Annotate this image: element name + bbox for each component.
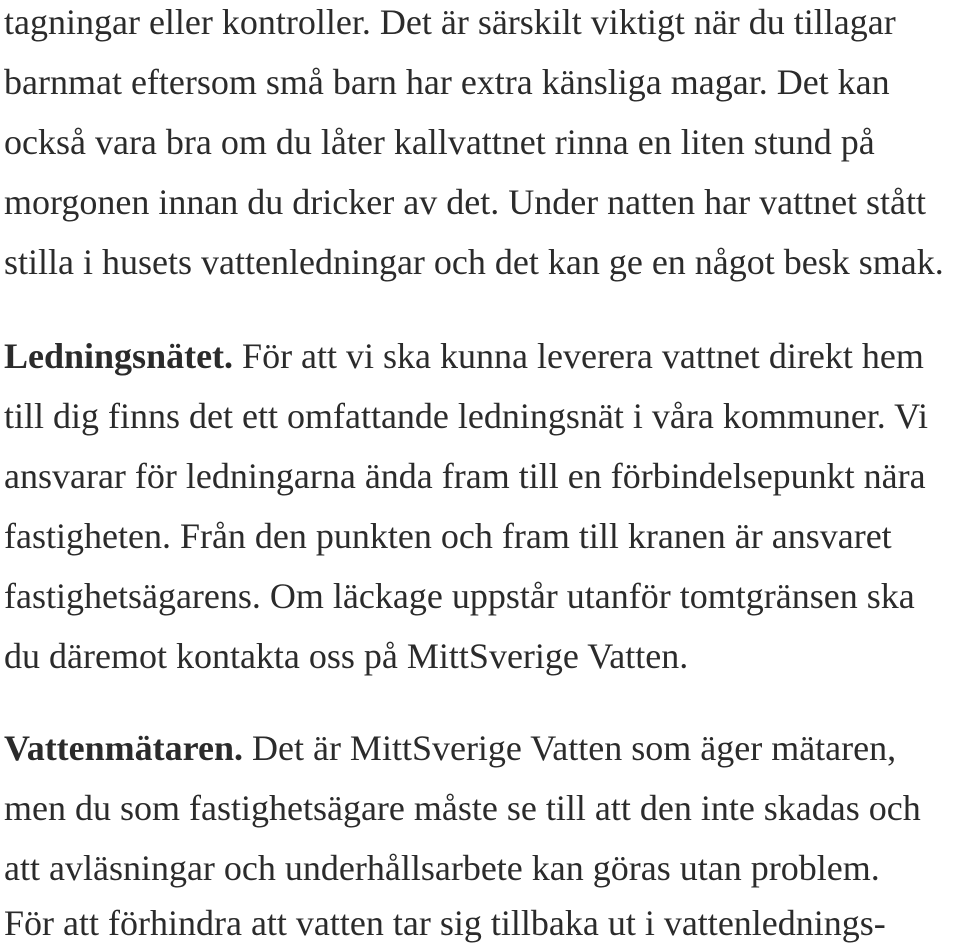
section-heading: Ledningsnätet. [4, 336, 234, 376]
text-line: tagningar eller kontroller. Det är särskilt viktigt när du tillagar [4, 2, 896, 42]
section-heading: Vattenmätaren. [4, 728, 243, 768]
text-line: också vara bra om du låter kallvattnet rinna en liten stund på [4, 122, 875, 162]
text-line: fastighetsägarens. Om läckage uppstår utanför tomtgränsen ska [4, 576, 915, 616]
text-line: till dig finns det ett omfattande ledningsnät i våra kommuner. Vi [4, 396, 928, 436]
text-line [4, 338, 924, 374]
text-line: morgonen innan du dricker av det. Under natten har vattnet stått [4, 182, 927, 222]
text-line: barnmat eftersom små barn har extra känsliga magar. Det kan [4, 62, 890, 102]
text-line: fastigheten. Från den punkten och fram till kranen är ansvaret [4, 516, 892, 556]
text-line: du däremot kontakta oss på MittSverige Vatten. [4, 636, 689, 676]
text-line: att avläsningar och underhållsarbete kan göras utan problem. [4, 848, 880, 888]
text-line: ansvarar för ledningarna ända fram till en förbindelsepunkt nära [4, 456, 926, 496]
text-line [4, 730, 896, 766]
text-line: För att förhindra att vatten tar sig tillbaka ut i vattenlednings- [4, 903, 886, 943]
text-line: men du som fastighetsägare måste se till att den inte skadas och [4, 788, 921, 828]
text-line: stilla i husets vattenledningar och det kan ge en något besk smak. [4, 242, 944, 282]
text-run: För att vi ska kunna leverera vattnet direkt hem [233, 336, 924, 376]
text-run: Det är MittSverige Vatten som äger mätaren, [242, 728, 897, 768]
